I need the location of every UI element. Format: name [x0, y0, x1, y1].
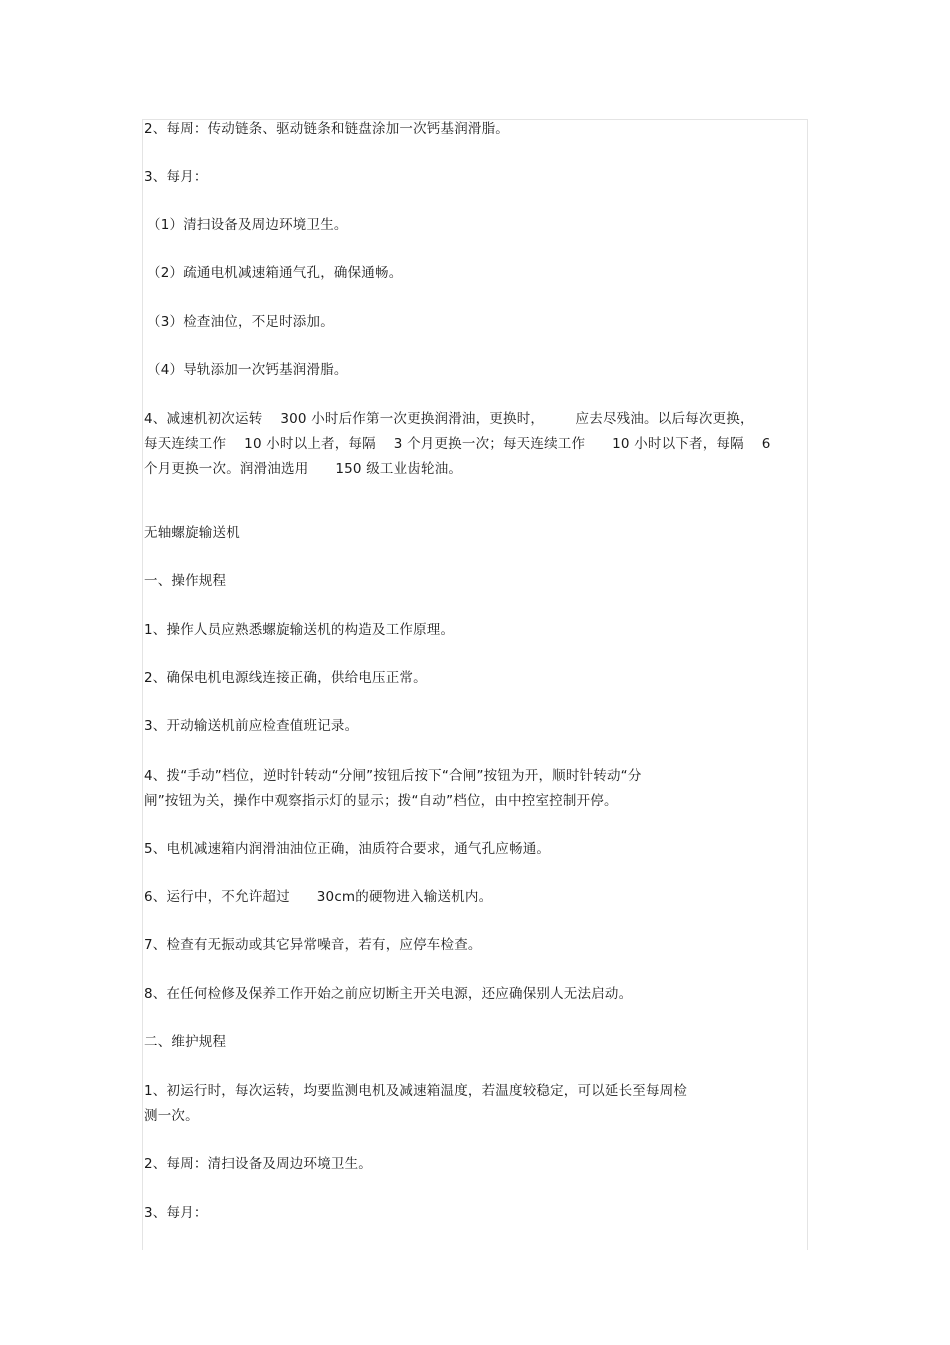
- text-line-gear-oil-2: 每天连续工作 10 小时以上者，每隔 3 个月更换一次；每天连续工作 10 小时以下者，每隔 6: [144, 436, 771, 452]
- text-line-weekly-chain-lubrication: 2、每周：传动链条、驱动链条和链盘涂加一次钙基润滑脂。: [144, 121, 509, 137]
- section-heading-maintenance-rules: 二、维护规程: [144, 1034, 227, 1050]
- text-line-monthly-heading: 3、每月：: [144, 169, 208, 185]
- text-line-gear-oil-1: 4、减速机初次运转 300 小时后作第一次更换润滑油，更换时， 应去尽残油。以后每次更换，: [144, 411, 754, 427]
- text-line-operating-rule-7: 7、检查有无振动或其它异常噪音，若有，应停车检查。: [144, 937, 482, 953]
- text-line-operating-rule-1: 1、操作人员应熟悉螺旋输送机的构造及工作原理。: [144, 622, 455, 638]
- text-line-operating-rule-3: 3、开动输送机前应检查值班记录。: [144, 718, 359, 734]
- text-line-operating-rule-2: 2、确保电机电源线连接正确，供给电压正常。: [144, 670, 427, 686]
- section-heading-operating-rules: 一、操作规程: [144, 573, 227, 589]
- text-line-maintenance-rule-1b: 测一次。: [144, 1108, 199, 1124]
- text-line-monthly-item-3: （3）检查油位，不足时添加。: [147, 314, 334, 330]
- text-line-operating-rule-5: 5、电机减速箱内润滑油油位正确，油质符合要求，通气孔应畅通。: [144, 841, 551, 857]
- section-title-shaftless-screw-conveyor: 无轴螺旋输送机: [144, 525, 240, 541]
- text-line-operating-rule-4a: 4、拨“手动”档位，逆时针转动“分闸”按钮后按下“合闸”按钮为开，顺时针转动“分: [144, 768, 642, 784]
- text-line-monthly-item-4: （4）导轨添加一次钙基润滑脂。: [147, 362, 348, 378]
- text-line-operating-rule-6: 6、运行中，不允许超过 30cm的硬物进入输送机内。: [144, 889, 493, 905]
- text-line-gear-oil-3: 个月更换一次。润滑油选用 150 级工业齿轮油。: [144, 461, 463, 477]
- text-line-operating-rule-8: 8、在任何检修及保养工作开始之前应切断主开关电源，还应确保别人无法启动。: [144, 986, 633, 1002]
- text-line-maintenance-rule-1a: 1、初运行时，每次运转，均要监测电机及减速箱温度，若温度较稳定，可以延长至每周检: [144, 1083, 688, 1099]
- text-line-maintenance-rule-3: 3、每月：: [144, 1205, 208, 1221]
- text-line-operating-rule-4b: 闸”按钮为关，操作中观察指示灯的显示；拨“自动”档位，由中控室控制开停。: [144, 793, 618, 809]
- text-line-maintenance-rule-2: 2、每周：清扫设备及周边环境卫生。: [144, 1156, 372, 1172]
- text-line-monthly-item-1: （1）清扫设备及周边环境卫生。: [147, 217, 348, 233]
- text-line-monthly-item-2: （2）疏通电机减速箱通气孔，确保通畅。: [147, 265, 403, 281]
